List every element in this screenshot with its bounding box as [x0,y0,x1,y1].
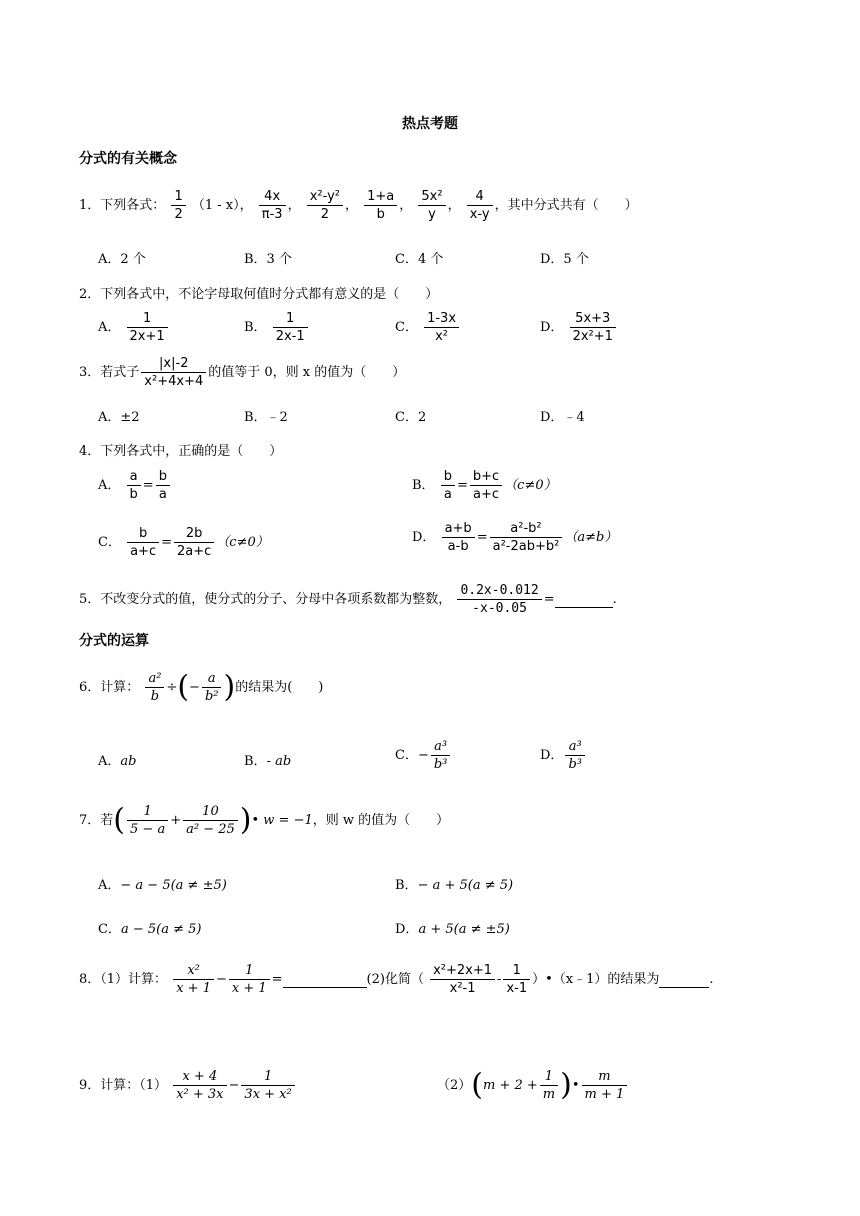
question-2 [79,283,438,302]
question-number: 6． [79,680,101,695]
question-6: 6．计算： $\frac{\text{a²}}{b}$ ÷(− $\frac{a}{\text{b²}}$ )的结果为( ) [79,669,324,705]
question-number: 3． [79,365,101,380]
option-c: C．2 [395,410,427,425]
option-d: D．﹣4 [540,410,585,425]
question-text: 下列各式中，不论字母取何值时分式都有意义的是（ ） [100,287,439,302]
fraction: $\frac{\text{x²-y²}}{2}$ [307,188,343,223]
option-a: A．±2 [98,410,140,425]
fraction: $\frac{a}{b}$ [127,468,141,503]
question-part-3: ）•（x﹣1）的结果为 [532,972,660,987]
question-number: 7． [79,813,101,828]
section-heading-concepts: 分式的有关概念 [79,151,177,167]
question-suffix: ，其中分式共有（ ） [494,198,638,213]
fraction: $\frac{b}{a}$ [156,468,170,503]
question-text: 不改变分式的值，使分式的分子、分母中各项系数都为整数， [100,592,452,607]
question-number: 2． [79,287,101,302]
page-title: 热点考题 [402,116,458,132]
option-d: D． $\frac{5x+3}{\text{2x²+1}}$ [540,310,618,345]
option-c: C．− $\frac{\text{a³}}{\text{b³}}$ [395,738,452,773]
condition: （c≠0） [216,535,269,550]
option-b: B．﹣2 [244,410,288,425]
fraction: $\frac{1}{5 - a}$ [127,803,168,838]
option-a: A． $\frac{1}{2x+1}$ [98,310,170,345]
answer-blank[interactable] [283,972,367,988]
fraction: $\frac{\text{x²+2x+1}}{\text{x²-1}}$ [430,962,495,997]
question-part-1: （1）计算： [100,972,168,987]
option-b: B．- ab [244,754,292,769]
fraction: $\frac{m}{m + 1}$ [582,1068,628,1103]
question-7: 7．若( $\frac{1}{5 - a}$ + $\frac{10}{\text{a² − 25}}$ )• w = −1，则 w 的值为（ ） [79,802,450,838]
option-d: D．5 个 [540,252,589,267]
fraction: $\frac{|x|-2}{\text{x²+4x+4}}$ [141,355,206,390]
question-suffix: 的结果为( ) [235,680,324,695]
question-part-1: 计算：（1） [100,1078,168,1093]
option-a: A． $\frac{a}{b}$ = $\frac{b}{a}$ [98,468,172,503]
option-a: A．ab [98,754,137,769]
question-9-part-2: （2）(m + 2 + $\frac{1}{m}$ )• $\frac{m}{m + 1}$ [437,1068,629,1103]
question-1: 1．下列各式： $\frac{1}{2}$ （1 - x）， $\frac{4x}{\pi-3}$ ， $\frac{\text{x²-y²}}{2}$ ， $\frac{1+a}{b}$ ， $\frac{\text{5x²}}{y}$ ， $\frac{4}{x-y}$ ，其中分式共有（ ） [79,189,638,222]
fraction: $\frac{4x}{\pi-3}$ [259,188,286,223]
fraction: $\frac{0.2x-0.012}{-x-0.05}$ [457,582,541,617]
question-suffix: ，则 w 的值为（ ） [312,813,450,828]
fraction: $\frac{10}{\text{a² − 25}}$ [183,803,238,838]
fraction: $\frac{1}{2}$ [171,188,185,223]
fraction: $\frac{1-3x}{\text{x²}}$ [424,310,459,345]
question-number: 5． [79,592,101,607]
option-c: C．4 个 [395,252,444,267]
question-3 [79,355,405,390]
fraction: $\frac{x + 4}{\text{x² + 3x}}$ [173,1068,226,1103]
fraction: $\frac{1}{\text{3x + x²}}$ [241,1068,294,1103]
answer-blank[interactable] [659,972,709,988]
fraction: $\frac{5x+3}{\text{2x²+1}}$ [570,310,616,345]
fraction: $\frac{1}{x-1}$ [503,962,530,997]
question-text: 下列各式中，正确的是（ ） [100,444,283,459]
question-8: 8．（1）计算： $\frac{\text{x²}}{x + 1}$ − $\frac{1}{x + 1}$ = (2)化简（ $\frac{\text{x²+2x+1}}{\text{x²-1}}$ - $\frac{1}{x-1}$ ）•（x﹣1）的结果为 . [79,963,714,996]
question-number: 4． [79,444,101,459]
option-c: C．a − 5(a ≠ 5) [98,922,202,937]
fraction: $\frac{\text{5x²}}{y}$ [418,188,445,223]
option-c: C． $\frac{1-3x}{\text{x²}}$ [395,310,461,345]
option-b: B． $\frac{1}{2x-1}$ [244,310,310,345]
question-number: 8． [79,972,101,987]
fraction: $\frac{2b}{2a+c}$ [174,525,214,560]
question-prefix: 若 [100,813,114,828]
option-b: B．− a + 5(a ≠ 5) [395,878,514,893]
question-9: 9．计算：（1） $\frac{x + 4}{\text{x² + 3x}}$ − $\frac{1}{\text{3x + x²}}$ [79,1068,297,1103]
fraction: $\frac{\text{a²-b²}}{\text{a²-2ab+b²}}$ [490,520,563,555]
fraction: $\frac{\text{a³}}{\text{b³}}$ [565,738,585,773]
question-number: 9． [79,1078,101,1093]
option-d: D． $\frac{a+b}{a-b}$ = $\frac{\text{a²-b²}}{\text{a²-2ab+b²}}$ （a≠b） [412,521,618,554]
question-5: 5．不改变分式的值，使分式的分子、分母中各项系数都为整数， $\frac{0.2x-0.012}{-x-0.05}$ = . [79,583,617,616]
fraction: $\frac{1}{2x-1}$ [273,310,308,345]
option-c: C． $\frac{b}{a+c}$ = $\frac{2b}{2a+c}$ （c≠0） [98,526,269,559]
option-a: A．2 个 [98,252,146,267]
question-text: （1 - x）， [191,198,253,213]
option-b: B． $\frac{b}{a}$ = $\frac{b+c}{a+c}$ （c≠0） [412,469,557,502]
option-d: D．a + 5(a ≠ ±5) [395,922,510,937]
condition: （a≠b） [564,530,618,545]
option-d: D． $\frac{\text{a³}}{\text{b³}}$ [540,738,587,773]
fraction: $\frac{\text{a³}}{\text{b³}}$ [431,738,451,773]
fraction: $\frac{\text{x²}}{x + 1}$ [173,962,214,997]
question-part-2: (2)化简（ [366,972,424,987]
question-prefix: 下列各式： [100,198,166,213]
fraction: $\frac{a}{\text{b²}}$ [202,670,222,705]
fraction: $\frac{1}{x + 1}$ [229,962,270,997]
fraction: $\frac{1+a}{b}$ [364,188,397,223]
option-b: B．3 个 [244,252,292,267]
fraction: $\frac{b}{a+c}$ [127,525,159,560]
condition: （c≠0） [504,478,557,493]
section-heading-operations: 分式的运算 [79,633,149,649]
fraction: $\frac{a+b}{a-b}$ [442,520,475,555]
question-prefix: 若式子 [100,365,140,380]
fraction: $\frac{b}{a}$ [441,468,455,503]
fraction: $\frac{\text{a²}}{b}$ [145,670,164,705]
fraction: $\frac{1}{m}$ [540,1068,558,1103]
option-a: A．− a − 5(a ≠ ±5) [98,878,227,893]
fraction: $\frac{b+c}{a+c}$ [470,468,502,503]
question-prefix: 计算： [100,680,140,695]
fraction: $\frac{1}{2x+1}$ [127,310,168,345]
question-suffix: 的值等于 0，则 x 的值为（ ） [208,365,406,380]
question-4 [79,440,282,459]
answer-blank[interactable] [555,592,613,608]
question-number: 1． [79,198,101,213]
fraction: $\frac{4}{x-y}$ [467,188,493,223]
question-part-2: （2） [437,1078,472,1093]
